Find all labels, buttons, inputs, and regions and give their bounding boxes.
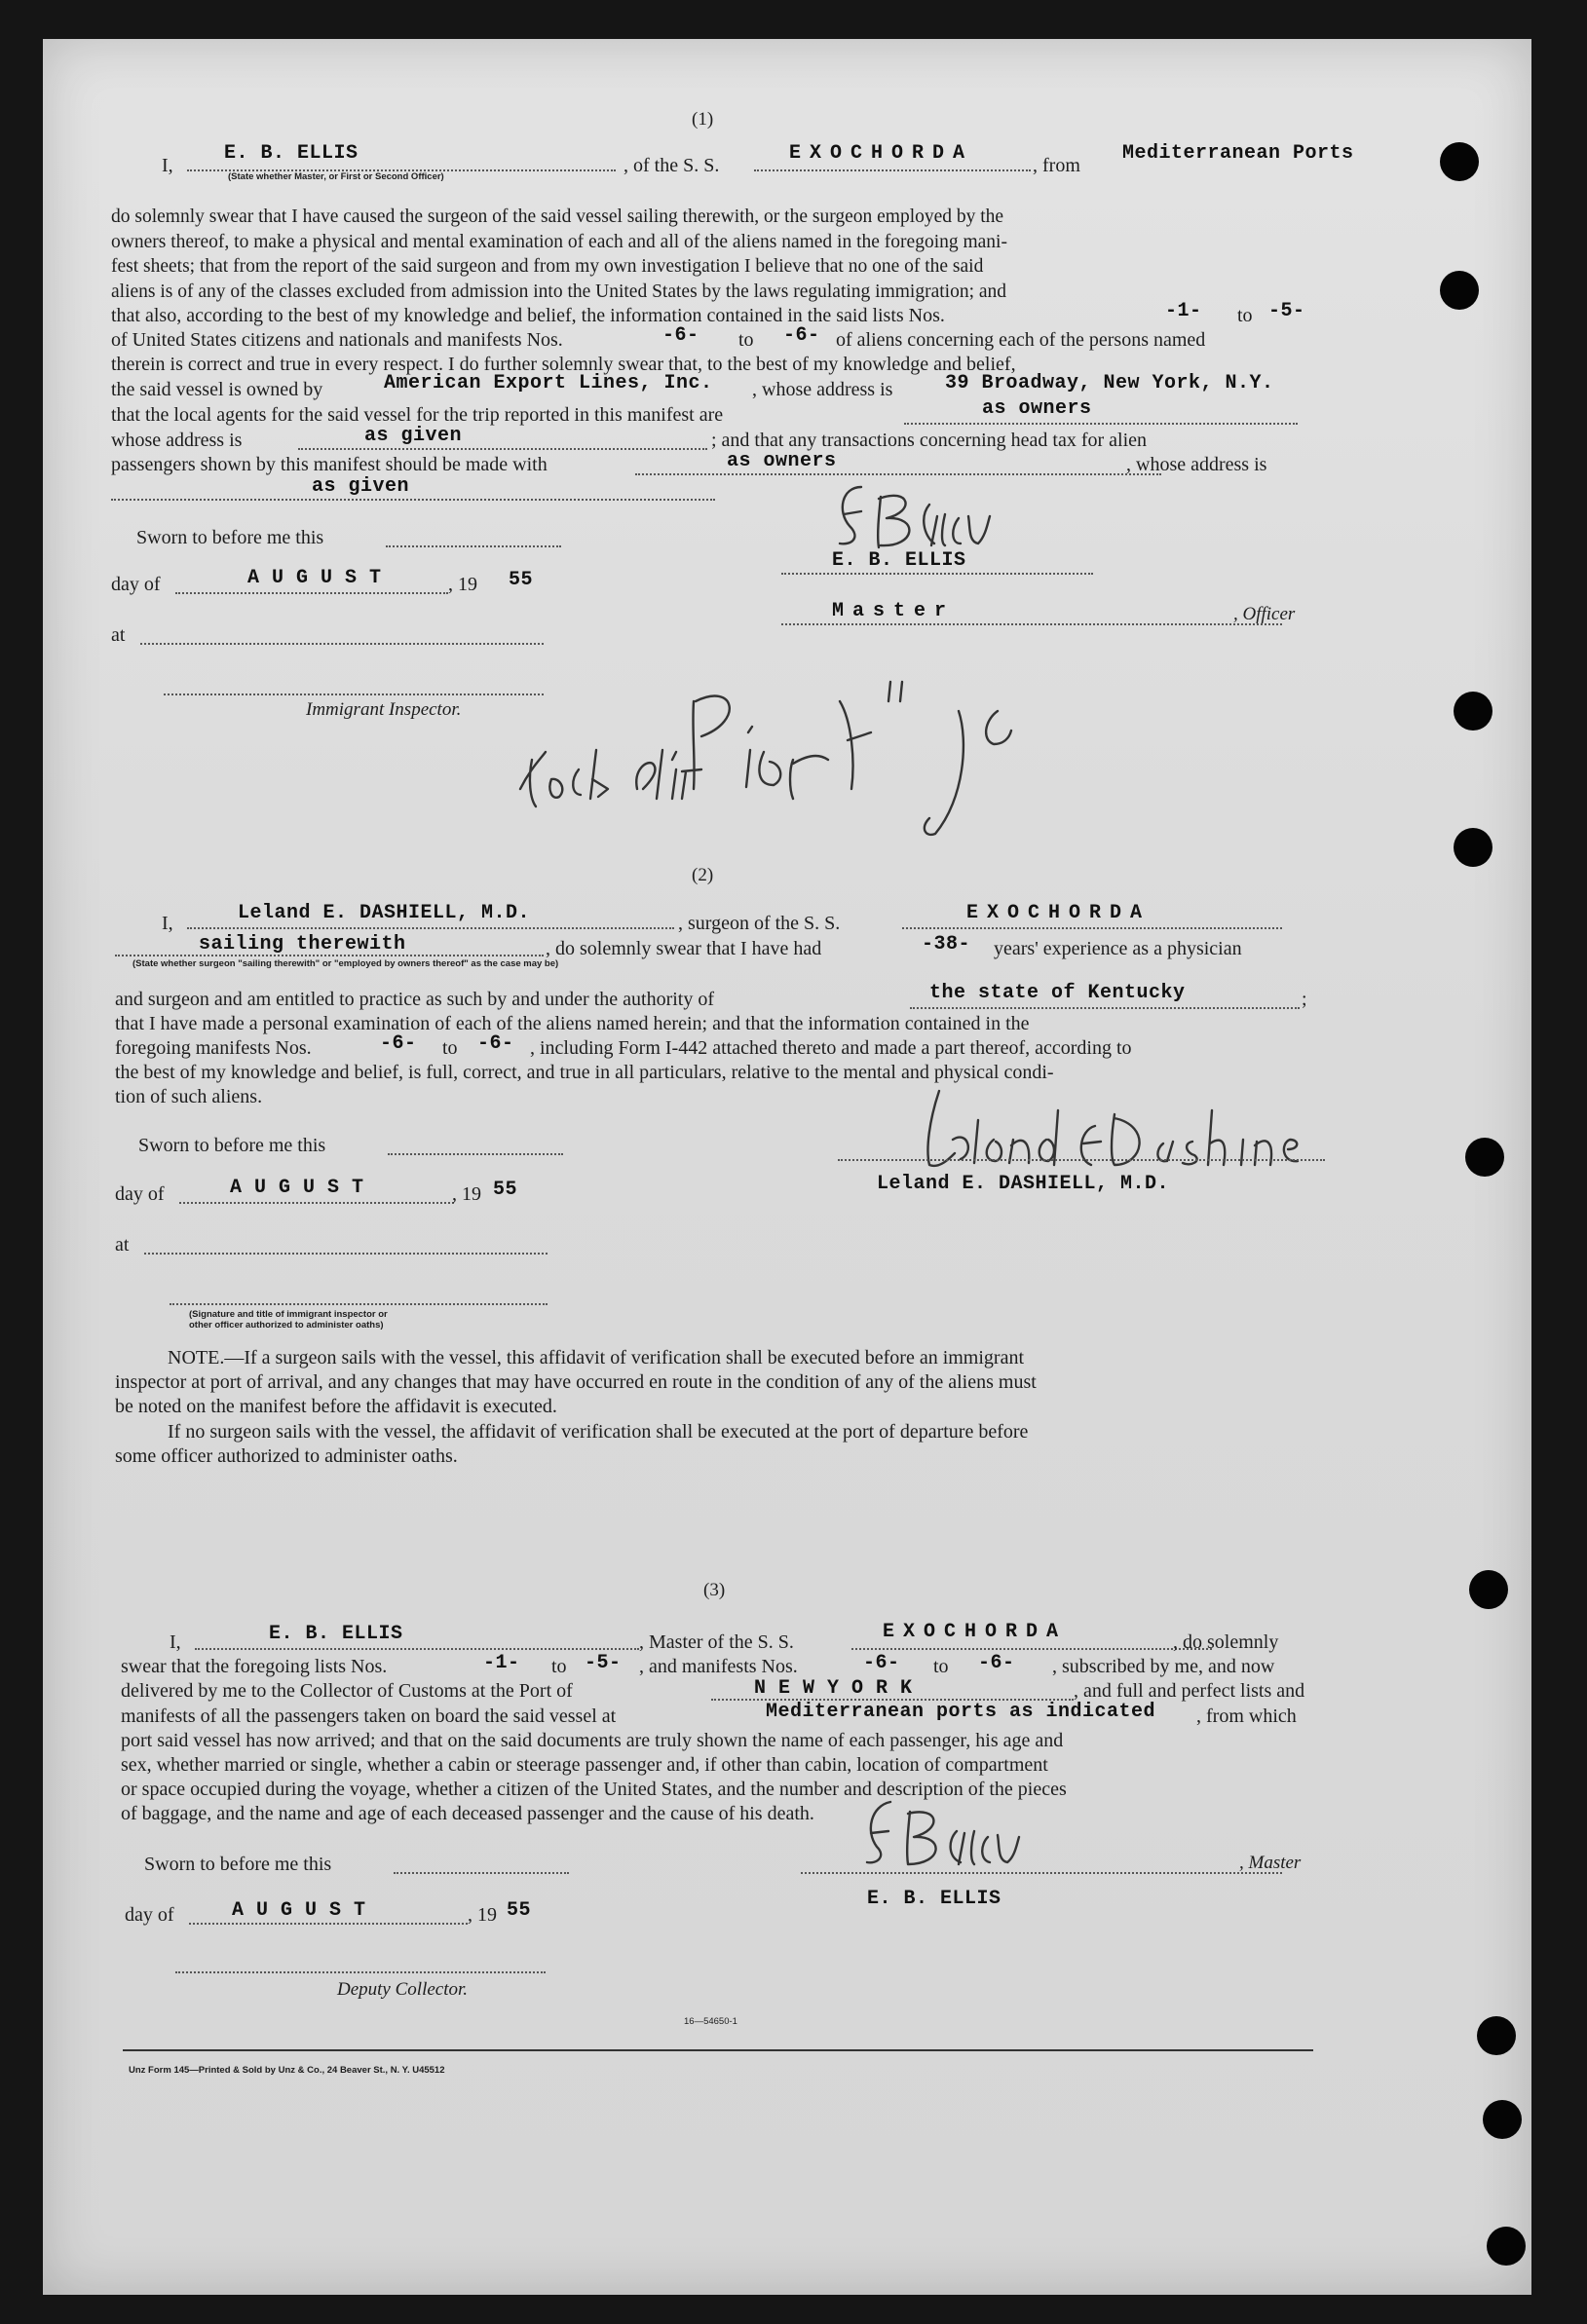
s2-swear: , do solemnly swear that I have had	[546, 938, 822, 959]
s3-l3b: , and full and perfect lists and	[1074, 1680, 1305, 1702]
s2-sailing-line	[115, 955, 544, 956]
s1-sworn-line	[386, 545, 561, 547]
s1-l10a: whose address is	[111, 430, 243, 451]
s3-day-line	[189, 1923, 468, 1925]
s1-master-name: E. B. ELLIS	[224, 142, 359, 165]
s2-sig-note1: (Signature and title of immigrant inspector or	[189, 1309, 388, 1320]
s1-l8b: , whose address is	[752, 379, 893, 400]
s1-l10b: ; and that any transactions concerning head tax for alien	[711, 430, 1148, 451]
s1-owner: American Export Lines, Inc.	[384, 372, 713, 394]
s1-to2: to	[738, 329, 754, 351]
s1-l5a: that also, according to the best of my knowledge and belief, the information contained in the said lists Nos.	[111, 305, 945, 326]
s3-to2: to	[933, 1656, 949, 1677]
s2-sig-line	[838, 1159, 1325, 1161]
s3-man-to: -6-	[978, 1652, 1015, 1674]
s1-line: do solemnly swear that I have caused the surgeon of the said vessel sailing therewith, or the surgeon employed by the	[111, 206, 1004, 227]
s2-day-line	[179, 1202, 454, 1204]
binder-hole	[1477, 2016, 1516, 2055]
s2-note-label: NOTE.	[168, 1347, 225, 1368]
s1-l7: therein is correct and true in every respect. I do further solemnly swear that, to the best of my knowledge and belief,	[111, 354, 1016, 375]
s1-i: I,	[162, 155, 173, 176]
section-3-number: (3)	[703, 1580, 726, 1600]
s3-l7: or space occupied during the voyage, whether a citizen of the United States, and the number and description of the pieces	[121, 1779, 1067, 1800]
s2-years-exp: years' experience as a physician	[994, 938, 1242, 959]
s3-master-name: E. B. ELLIS	[269, 1623, 403, 1645]
s1-l11b: , whose address is	[1126, 454, 1267, 475]
s3-l2a: swear that the foregoing lists Nos.	[121, 1656, 388, 1677]
s2-surgeon-line	[187, 927, 674, 929]
s3-l3a: delivered by me to the Collector of Customs at the Port of	[121, 1680, 573, 1702]
s1-origin: Mediterranean Ports	[1122, 142, 1354, 165]
s3-l2b: , and manifests Nos.	[639, 1656, 798, 1677]
s2-note3: be noted on the manifest before the affidavit is executed.	[115, 1396, 557, 1417]
s1-lists-to: -5-	[1268, 300, 1305, 322]
s1-year: 55	[509, 569, 534, 591]
s2-vessel: EXOCHORDA	[966, 902, 1152, 924]
s1-title: Master	[832, 600, 956, 622]
s1-l11a: passengers shown by this manifest should be made with	[111, 454, 548, 475]
s2-year: 55	[493, 1179, 518, 1201]
s2-sig-note2: other officer authorized to administer oaths)	[189, 1320, 384, 1331]
s1-to1: to	[1237, 305, 1253, 326]
s3-collector: Deputy Collector.	[337, 1979, 469, 2000]
surgeon-signature	[881, 1071, 1348, 1179]
s1-year-pre: , 19	[448, 574, 477, 595]
s3-year: 55	[507, 1899, 532, 1922]
form-code: 16—54650-1	[684, 2016, 737, 2027]
s3-man-from: -6-	[863, 1652, 900, 1674]
s2-l5: the best of my knowledge and belief, is full, correct, and true in all particulars, relative to the mental and physical condi-	[115, 1062, 1054, 1083]
binder-hole	[1483, 2100, 1522, 2139]
s3-l4b: , from which	[1196, 1706, 1297, 1727]
s3-name-line	[195, 1648, 639, 1650]
manifest-affidavit-page	[43, 39, 1531, 2295]
binder-hole	[1469, 1570, 1508, 1609]
s3-to1: to	[551, 1656, 567, 1677]
s1-inspector: Immigrant Inspector.	[306, 699, 462, 720]
s1-l8a: the said vessel is owned by	[111, 379, 323, 400]
s3-sig-line	[801, 1872, 1282, 1874]
s3-vessel-line	[851, 1648, 1212, 1650]
s2-surgeon-of: , surgeon of the S. S.	[678, 913, 841, 934]
s1-agents-address: as given	[364, 425, 463, 447]
s1-headtax: as owners	[727, 450, 837, 472]
s1-agents-address-line	[298, 448, 707, 450]
s1-owner-address: 39 Broadway, New York, N.Y.	[945, 372, 1274, 394]
s1-sworn: Sworn to before me this	[136, 527, 324, 548]
footer-imprint: Unz Form 145—Printed & Sold by Unz & Co., 24 Beaver St., N. Y. U45512	[129, 2065, 445, 2076]
section-1-number: (1)	[692, 109, 714, 130]
s1-vessel: EXOCHORDA	[789, 142, 974, 165]
s2-note1	[168, 1346, 1024, 1370]
binder-hole	[1440, 142, 1479, 181]
section-2-number: (2)	[692, 865, 714, 885]
s1-vessel-line	[754, 169, 1031, 171]
s2-i: I,	[162, 913, 173, 934]
s1-line: owners thereof, to make a physical and mental examination of each and all of the aliens named in the foregoing mani-	[111, 231, 1007, 252]
s2-l4b: , including Form I-442 attached thereto and made a part thereof, according to	[530, 1037, 1132, 1059]
s2-surgeon: Leland E. DASHIELL, M.D.	[238, 902, 531, 924]
s1-title-line	[781, 623, 1282, 625]
s1-at: at	[111, 624, 126, 646]
s2-man-to: -6-	[477, 1032, 514, 1055]
s2-note5: some officer authorized to administer oaths.	[115, 1445, 458, 1467]
s3-ports: Mediterranean ports as indicated	[766, 1701, 1156, 1723]
s1-from: , from	[1033, 155, 1080, 176]
s1-at-line	[140, 643, 544, 645]
s1-oath-text	[111, 205, 1304, 304]
binder-hole	[1440, 271, 1479, 310]
s3-lists-to: -5-	[585, 1652, 622, 1674]
s3-month: A U G U S T	[232, 1899, 366, 1922]
s2-dayof: day of	[115, 1183, 165, 1205]
s3-l2c: , subscribed by me, and now	[1052, 1656, 1275, 1677]
s2-authority: the state of Kentucky	[929, 982, 1186, 1004]
s3-l6: sex, whether married or single, whether a cabin or steerage passenger and, if other than cabin, location of compartment	[121, 1754, 1048, 1776]
s1-agents: as owners	[982, 397, 1092, 420]
s2-at-line	[144, 1253, 548, 1255]
s1-l6a: of United States citizens and nationals and manifests Nos.	[111, 329, 563, 351]
s1-l9: that the local agents for the said vessel for the trip reported in this manifest are	[111, 404, 724, 426]
s1-month: A U G U S T	[247, 567, 382, 589]
s1-l6b: of aliens concerning each of the persons named	[836, 329, 1206, 351]
s3-master-of: , Master of the S. S.	[639, 1631, 794, 1653]
s1-officer: , Officer	[1233, 604, 1296, 624]
s1-man-from: -6-	[662, 324, 699, 347]
s3-dayof: day of	[125, 1904, 174, 1926]
s3-vessel: EXOCHORDA	[883, 1621, 1068, 1643]
s1-lists-from: -1-	[1165, 300, 1202, 322]
s2-l2a: and surgeon and am entitled to practice as such by and under the authority of	[115, 989, 714, 1010]
binder-hole	[1465, 1138, 1504, 1177]
s2-man-from: -6-	[380, 1032, 417, 1055]
binder-hole	[1454, 828, 1493, 867]
s2-state-note: (State whether surgeon "sailing therewith" or "employed by owners thereof" as the case may be)	[132, 958, 559, 969]
s3-l5: port said vessel has now arrived; and that on the said documents are truly shown the name of each passenger, his age and	[121, 1730, 1064, 1751]
s2-authority-line	[910, 1007, 1300, 1009]
s2-signer: Leland E. DASHIELL, M.D.	[877, 1173, 1170, 1195]
s1-day-line	[175, 592, 448, 594]
s3-sworn-line	[394, 1872, 569, 1874]
s3-lists-from: -1-	[483, 1652, 520, 1674]
s3-year-pre: , 19	[468, 1904, 497, 1926]
s1-headtax-address-line	[111, 499, 715, 501]
s3-l8: of baggage, and the name and age of each deceased passenger and the cause of his death.	[121, 1803, 814, 1824]
s1-signer: E. B. ELLIS	[832, 549, 966, 572]
s2-semi: ;	[1302, 989, 1307, 1010]
s1-state-note: (State whether Master, or First or Second Officer)	[228, 171, 444, 182]
s2-vessel-line	[902, 927, 1282, 929]
handwritten-docked-note	[501, 643, 1066, 838]
s1-dayof: day of	[111, 574, 161, 595]
s1-line: fest sheets; that from the report of the said surgeon and from my own investigation I believe that no one of the said	[111, 256, 984, 277]
s3-sworn: Sworn to before me this	[144, 1854, 332, 1875]
s2-at: at	[115, 1234, 130, 1256]
s2-note2: inspector at port of arrival, and any changes that may have occurred en route in the condition of any of the aliens must	[115, 1371, 1037, 1393]
s1-headtax-address: as given	[312, 475, 410, 498]
master-signature-3	[842, 1782, 1173, 1880]
footer-rule	[123, 2049, 1313, 2051]
s2-l3: that I have made a personal examination of each of the aliens named herein; and that the information contained in the	[115, 1013, 1030, 1034]
s2-note4: If no surgeon sails with the vessel, the affidavit of verification shall be executed at the port of departure before	[168, 1421, 1029, 1443]
s3-signer: E. B. ELLIS	[867, 1888, 1001, 1910]
s2-l6: tion of such aliens.	[115, 1086, 263, 1107]
s2-sailing: sailing therewith	[199, 933, 406, 956]
s1-line: aliens is of any of the classes excluded from admission into the United States by the laws regulating immigration; and	[111, 281, 1007, 302]
s3-i: I,	[170, 1631, 181, 1653]
s2-sworn-line	[388, 1153, 563, 1155]
s3-l4a: manifests of all the passengers taken on board the said vessel at	[121, 1706, 617, 1727]
s3-solemnly: , do solemnly	[1173, 1631, 1279, 1653]
s1-agents-line	[904, 423, 1298, 425]
binder-hole	[1487, 2227, 1526, 2266]
s2-sworn: Sworn to before me this	[138, 1135, 326, 1156]
s1-signer-line	[781, 573, 1093, 575]
s2-l4a: foregoing manifests Nos.	[115, 1037, 312, 1059]
s2-year-pre: , 19	[452, 1183, 481, 1205]
s2-to: to	[442, 1037, 458, 1059]
s1-man-to: -6-	[783, 324, 820, 347]
s3-master: , Master	[1239, 1853, 1302, 1873]
s1-inspector-line	[164, 693, 544, 695]
s1-of-ss: , of the S. S.	[623, 155, 720, 176]
s3-port: N E W Y O R K	[754, 1677, 913, 1700]
s2-years: -38-	[922, 933, 971, 956]
s2-month: A U G U S T	[230, 1177, 364, 1199]
s2-inspector-line	[170, 1303, 548, 1305]
s2-note1-text: —If a surgeon sails with the vessel, this affidavit of verification shall be executed before an immigrant	[224, 1347, 1025, 1368]
binder-hole	[1454, 692, 1493, 731]
s3-collector-line	[175, 1971, 546, 1973]
